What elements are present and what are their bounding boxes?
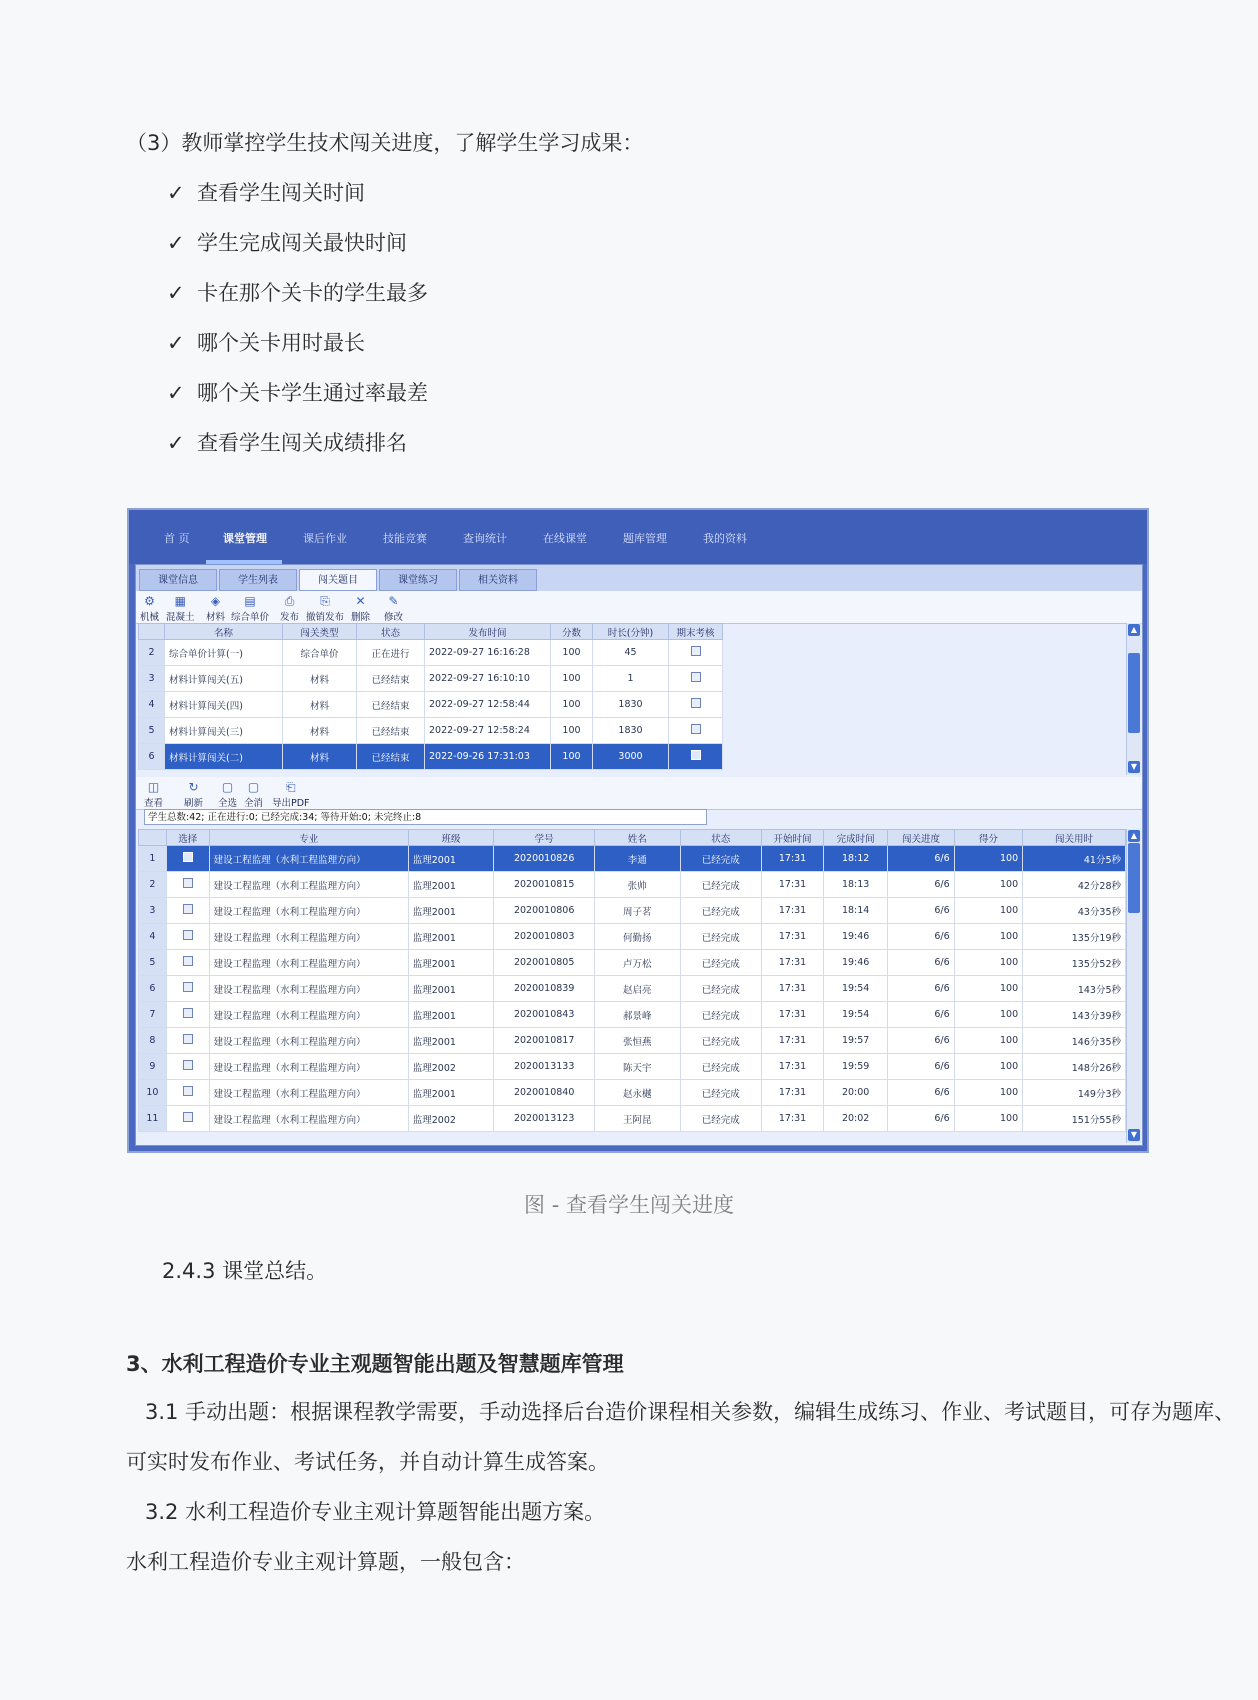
deselect-all-button[interactable]: ▢ 全消 — [244, 780, 264, 809]
status-cell: 已经完成 — [680, 976, 761, 1002]
duration-cell: 135分52秒 — [1023, 950, 1126, 976]
tab-class-exercise[interactable]: 课堂练习 — [379, 569, 457, 591]
class-cell: 监理2001 — [408, 898, 494, 924]
table-row[interactable]: 5 材料计算闯关(三) 材料 已经结束 2022-09-27 12:58:24 100 1830 — [139, 718, 723, 744]
score-cell: 100 — [954, 1106, 1023, 1132]
major-cell: 建设工程监理（水利工程监理方向） — [209, 1002, 408, 1028]
table-row[interactable] — [139, 976, 1126, 1002]
export-pdf-button[interactable]: ⎗ 导出PDF — [272, 780, 310, 809]
edit-icon: ✎ — [388, 594, 399, 608]
class-cell: 监理2002 — [408, 1054, 494, 1080]
table-row[interactable] — [139, 1080, 1126, 1106]
final-exam-checkbox[interactable] — [691, 698, 701, 708]
final-exam-checkbox[interactable] — [691, 750, 701, 760]
checklist-item — [167, 329, 365, 357]
checklist-item — [167, 429, 407, 457]
select-checkbox[interactable] — [183, 956, 193, 966]
class-cell: 监理2001 — [408, 950, 494, 976]
question-table-scrollbar[interactable] — [1126, 623, 1141, 775]
student-progress-table — [138, 829, 1126, 1132]
select-checkbox[interactable] — [183, 1008, 193, 1018]
class-cell: 监理2001 — [408, 924, 494, 950]
row-number: 10 — [139, 1080, 167, 1106]
start-time-cell: 17:31 — [761, 898, 823, 924]
major-cell: 建设工程监理（水利工程监理方向） — [209, 872, 408, 898]
duration-cell: 143分5秒 — [1023, 976, 1126, 1002]
select-checkbox[interactable] — [183, 982, 193, 992]
score-cell: 100 — [954, 1002, 1023, 1028]
scroll-thumb[interactable] — [1128, 653, 1140, 733]
deselect-all-icon: ▢ — [247, 780, 260, 794]
select-checkbox[interactable] — [183, 878, 193, 888]
major-cell: 建设工程监理（水利工程监理方向） — [209, 1054, 408, 1080]
name-cell: 张恒燕 — [595, 1028, 681, 1054]
checklist-item — [167, 179, 365, 207]
paragraph-3-2: 3.2 水利工程造价专业主观计算题智能出题方案。 — [145, 1500, 606, 1524]
table-icon: ▤ — [244, 594, 256, 608]
check-icon: ✓ — [167, 331, 185, 355]
progress-cell: 6/6 — [888, 898, 954, 924]
check-icon: ✓ — [167, 231, 185, 255]
tab-related-materials[interactable]: 相关资料 — [459, 569, 537, 591]
question-table — [138, 623, 723, 770]
student-toolbar — [136, 777, 1142, 810]
refresh-icon: ↻ — [188, 780, 199, 794]
table-row[interactable]: 3 材料计算闯关(五) 材料 已经结束 2022-09-27 16:10:10 100 1 — [139, 666, 723, 692]
class-cell: 监理2001 — [408, 1002, 494, 1028]
material-button[interactable]: ◈ 材料 — [206, 594, 226, 623]
pdf-icon: ⎗ — [285, 780, 296, 794]
row-number: 9 — [139, 1054, 167, 1080]
name-cell: 何勤扬 — [595, 924, 681, 950]
table-row[interactable] — [139, 898, 1126, 924]
student-id-cell: 2020010826 — [494, 846, 595, 872]
student-id-cell: 2020010805 — [494, 950, 595, 976]
table-row[interactable] — [139, 1106, 1126, 1132]
major-cell: 建设工程监理（水利工程监理方向） — [209, 1106, 408, 1132]
delete-icon: ✕ — [355, 594, 366, 608]
check-icon: ✓ — [167, 431, 185, 455]
score-cell: 100 — [954, 872, 1023, 898]
select-all-icon: ▢ — [221, 780, 234, 794]
score-cell: 100 — [954, 1054, 1023, 1080]
progress-cell: 6/6 — [888, 1054, 954, 1080]
start-time-cell: 17:31 — [761, 976, 823, 1002]
check-icon: ✓ — [167, 281, 185, 305]
scroll-thumb[interactable] — [1128, 843, 1140, 913]
checklist-text: 卡在那个关卡的学生最多 — [197, 281, 428, 305]
checklist-text: 哪个关卡用时最长 — [197, 331, 365, 355]
progress-cell: 6/6 — [888, 846, 954, 872]
class-cell: 监理2001 — [408, 872, 494, 898]
class-cell: 监理2002 — [408, 1106, 494, 1132]
status-cell: 已经完成 — [680, 950, 761, 976]
progress-cell: 6/6 — [888, 1080, 954, 1106]
progress-cell: 6/6 — [888, 1028, 954, 1054]
start-time-cell: 17:31 — [761, 1054, 823, 1080]
major-cell: 建设工程监理（水利工程监理方向） — [209, 898, 408, 924]
finish-time-cell: 19:46 — [824, 924, 888, 950]
name-cell: 周子茗 — [595, 898, 681, 924]
score-cell: 100 — [954, 950, 1023, 976]
checklist-item — [167, 279, 428, 307]
delete-button[interactable]: ✕ 删除 — [351, 594, 371, 623]
row-number: 4 — [139, 924, 167, 950]
class-cell: 监理2001 — [408, 846, 494, 872]
table-row[interactable] — [139, 924, 1126, 950]
name-cell: 赵启亮 — [595, 976, 681, 1002]
unit-price-button[interactable]: ▤ 综合单价 — [231, 594, 270, 623]
finish-time-cell: 18:14 — [824, 898, 888, 924]
score-cell: 100 — [954, 976, 1023, 1002]
duration-cell: 146分35秒 — [1023, 1028, 1126, 1054]
scroll-up-icon[interactable]: ▲ — [1128, 624, 1140, 636]
view-icon: ◫ — [147, 780, 160, 794]
question-toolbar — [136, 591, 1142, 624]
duration-cell: 148分26秒 — [1023, 1054, 1126, 1080]
nav-my-profile[interactable]: 我的资料 — [703, 532, 747, 545]
select-checkbox[interactable] — [183, 930, 193, 940]
start-time-cell: 17:31 — [761, 950, 823, 976]
table-row[interactable] — [139, 1028, 1126, 1054]
name-cell: 郝景峰 — [595, 1002, 681, 1028]
mechanical-button[interactable]: ⚙ 机械 — [140, 594, 160, 623]
select-checkbox[interactable] — [183, 1034, 193, 1044]
tab-student-list[interactable]: 学生列表 — [219, 569, 297, 591]
duration-cell: 43分35秒 — [1023, 898, 1126, 924]
duration-cell: 149分3秒 — [1023, 1080, 1126, 1106]
nav-statistics[interactable]: 查询统计 — [463, 532, 507, 545]
finish-time-cell: 19:46 — [824, 950, 888, 976]
row-number: 7 — [139, 1002, 167, 1028]
publish-button[interactable]: ⎙ 发布 — [280, 594, 300, 623]
select-checkbox[interactable] — [183, 904, 193, 914]
student-id-cell: 2020010806 — [494, 898, 595, 924]
status-cell: 已经完成 — [680, 924, 761, 950]
table-row[interactable] — [139, 1054, 1126, 1080]
student-id-cell: 2020013123 — [494, 1106, 595, 1132]
checklist-item — [167, 379, 428, 407]
final-exam-checkbox[interactable] — [691, 724, 701, 734]
status-cell: 已经完成 — [680, 1080, 761, 1106]
nav-class-management[interactable]: 课堂管理 — [223, 532, 267, 545]
table-row[interactable] — [139, 950, 1126, 976]
progress-cell: 6/6 — [888, 872, 954, 898]
student-id-cell: 2020010803 — [494, 924, 595, 950]
app-screenshot — [127, 508, 1149, 1153]
final-exam-checkbox[interactable] — [691, 672, 701, 682]
status-cell: 已经完成 — [680, 846, 761, 872]
name-cell: 卢万松 — [595, 950, 681, 976]
select-checkbox[interactable] — [183, 1112, 193, 1122]
student-id-cell: 2020010843 — [494, 1002, 595, 1028]
score-cell: 100 — [954, 924, 1023, 950]
student-id-cell: 2020010817 — [494, 1028, 595, 1054]
status-cell: 已经完成 — [680, 872, 761, 898]
scroll-down-icon[interactable]: ▼ — [1128, 1129, 1140, 1141]
scroll-down-icon[interactable]: ▼ — [1128, 761, 1140, 773]
nav-competition[interactable]: 技能竞赛 — [383, 532, 427, 545]
intro-text: （3）教师掌控学生技术闯关进度，了解学生学习成果： — [126, 131, 644, 155]
checklist-text: 查看学生闯关成绩排名 — [197, 431, 407, 455]
name-cell: 陈天宇 — [595, 1054, 681, 1080]
name-cell: 赵永樾 — [595, 1080, 681, 1106]
paragraph-last: 水利工程造价专业主观计算题，一般包含： — [126, 1550, 525, 1574]
student-id-cell: 2020010840 — [494, 1080, 595, 1106]
material-icon: ◈ — [210, 594, 221, 608]
duration-cell: 151分55秒 — [1023, 1106, 1126, 1132]
nav-question-bank[interactable]: 题库管理 — [623, 532, 667, 545]
student-id-cell: 2020010839 — [494, 976, 595, 1002]
finish-time-cell: 19:54 — [824, 976, 888, 1002]
major-cell: 建设工程监理（水利工程监理方向） — [209, 950, 408, 976]
progress-cell: 6/6 — [888, 950, 954, 976]
checklist-text: 哪个关卡学生通过率最差 — [197, 381, 428, 405]
top-nav — [129, 510, 1147, 564]
checklist-text: 学生完成闯关最快时间 — [197, 231, 407, 255]
concrete-button[interactable]: ▦ 混凝土 — [166, 594, 195, 623]
checklist-text: 查看学生闯关时间 — [197, 181, 365, 205]
score-cell: 100 — [954, 846, 1023, 872]
status-cell: 已经完成 — [680, 898, 761, 924]
finish-time-cell: 20:00 — [824, 1080, 888, 1106]
unpublish-icon: ⎘ — [320, 594, 330, 608]
major-cell: 建设工程监理（水利工程监理方向） — [209, 976, 408, 1002]
refresh-button[interactable]: ↻ 刷新 — [184, 780, 204, 809]
machine-icon: ⚙ — [144, 594, 155, 608]
scroll-up-icon[interactable]: ▲ — [1128, 830, 1140, 842]
table-header: 名称 闯关类型 状态 发布时间 分数 时长(分钟) 期末考核 — [139, 624, 723, 640]
progress-cell: 6/6 — [888, 1002, 954, 1028]
finish-time-cell: 19:54 — [824, 1002, 888, 1028]
status-cell: 已经完成 — [680, 1002, 761, 1028]
final-exam-checkbox[interactable] — [691, 646, 701, 656]
status-cell: 已经完成 — [680, 1028, 761, 1054]
score-cell: 100 — [954, 1028, 1023, 1054]
row-number: 2 — [139, 872, 167, 898]
status-cell: 已经完成 — [680, 1054, 761, 1080]
paragraph-3-1-line2: 可实时发布作业、考试任务，并自动计算生成答案。 — [126, 1450, 609, 1474]
sub-tabs — [136, 565, 1142, 591]
check-icon: ✓ — [167, 381, 185, 405]
progress-cell: 6/6 — [888, 976, 954, 1002]
select-checkbox[interactable] — [183, 852, 193, 862]
duration-cell: 135分19秒 — [1023, 924, 1126, 950]
tab-challenge-questions[interactable]: 闯关题目 — [299, 569, 377, 591]
table-row[interactable]: 2 综合单价计算(一) 综合单价 正在进行 2022-09-27 16:16:28 100 45 — [139, 640, 723, 666]
row-number: 5 — [139, 950, 167, 976]
major-cell: 建设工程监理（水利工程监理方向） — [209, 1080, 408, 1106]
row-number: 6 — [139, 976, 167, 1002]
major-cell: 建设工程监理（水利工程监理方向） — [209, 924, 408, 950]
start-time-cell: 17:31 — [761, 1106, 823, 1132]
finish-time-cell: 18:12 — [824, 846, 888, 872]
paragraph-3-1-line1: 3.1 手动出题：根据课程教学需要，手动选择后台造价课程相关参数，编辑生成练习、作业、考试题目，可存为题库、 — [145, 1400, 1236, 1424]
class-cell: 监理2001 — [408, 1080, 494, 1106]
unpublish-button[interactable]: ⎘ 撤销发布 — [306, 594, 345, 623]
start-time-cell: 17:31 — [761, 872, 823, 898]
section-2-4-3: 2.4.3 课堂总结。 — [162, 1259, 328, 1283]
major-cell: 建设工程监理（水利工程监理方向） — [209, 1028, 408, 1054]
content-panel — [135, 564, 1143, 1146]
score-cell: 100 — [954, 1080, 1023, 1106]
row-number: 1 — [139, 846, 167, 872]
section-3-heading: 3、水利工程造价专业主观题智能出题及智慧题库管理 — [126, 1352, 624, 1376]
finish-time-cell: 19:59 — [824, 1054, 888, 1080]
student-id-cell: 2020013133 — [494, 1054, 595, 1080]
row-number: 3 — [139, 898, 167, 924]
student-table-scrollbar[interactable] — [1126, 829, 1141, 1143]
table-row[interactable] — [139, 1002, 1126, 1028]
finish-time-cell: 18:13 — [824, 872, 888, 898]
duration-cell: 42分28秒 — [1023, 872, 1126, 898]
table-row-selected[interactable] — [139, 846, 1126, 872]
select-all-button[interactable]: ▢ 全选 — [218, 780, 238, 809]
table-row-selected[interactable]: 6 材料计算闯关(二) 材料 已经结束 2022-09-26 17:31:03 100 3000 — [139, 744, 723, 770]
table-row[interactable]: 4 材料计算闯关(四) 材料 已经结束 2022-09-27 12:58:44 100 1830 — [139, 692, 723, 718]
progress-cell: 6/6 — [888, 924, 954, 950]
name-cell: 张帅 — [595, 872, 681, 898]
select-checkbox[interactable] — [183, 1086, 193, 1096]
table-header: 选择 专业 班级 学号 姓名 状态 开始时间 完成时间 闯关进度 得分 闯关用时 — [139, 830, 1126, 846]
table-row[interactable] — [139, 872, 1126, 898]
duration-cell: 143分39秒 — [1023, 1002, 1126, 1028]
student-summary: 学生总数:42; 正在进行:0; 已经完成:34; 等待开始:0; 未完终止:8 — [144, 809, 707, 825]
row-number: 11 — [139, 1106, 167, 1132]
class-cell: 监理2001 — [408, 1028, 494, 1054]
edit-button[interactable]: ✎ 修改 — [384, 594, 404, 623]
start-time-cell: 17:31 — [761, 924, 823, 950]
nav-homework[interactable]: 课后作业 — [303, 532, 347, 545]
concrete-icon: ▦ — [174, 594, 186, 608]
status-cell: 已经完成 — [680, 1106, 761, 1132]
start-time-cell: 17:31 — [761, 1028, 823, 1054]
progress-cell: 6/6 — [888, 1106, 954, 1132]
score-cell: 100 — [954, 898, 1023, 924]
duration-cell: 41分5秒 — [1023, 846, 1126, 872]
view-button[interactable]: ◫ 查看 — [144, 780, 164, 809]
start-time-cell: 17:31 — [761, 1002, 823, 1028]
name-cell: 王阿昆 — [595, 1106, 681, 1132]
finish-time-cell: 20:02 — [824, 1106, 888, 1132]
nav-online-class[interactable]: 在线课堂 — [543, 532, 587, 545]
start-time-cell: 17:31 — [761, 846, 823, 872]
class-cell: 监理2001 — [408, 976, 494, 1002]
publish-icon: ⎙ — [284, 594, 295, 608]
figure-caption: 图 - 查看学生闯关进度 — [524, 1193, 734, 1217]
finish-time-cell: 19:57 — [824, 1028, 888, 1054]
major-cell: 建设工程监理（水利工程监理方向） — [209, 846, 408, 872]
check-icon: ✓ — [167, 181, 185, 205]
select-checkbox[interactable] — [183, 1060, 193, 1070]
start-time-cell: 17:31 — [761, 1080, 823, 1106]
row-number: 8 — [139, 1028, 167, 1054]
nav-home[interactable]: 首 页 — [164, 532, 190, 545]
tab-class-info[interactable]: 课堂信息 — [139, 569, 217, 591]
student-id-cell: 2020010815 — [494, 872, 595, 898]
checklist-item — [167, 229, 407, 257]
name-cell: 李通 — [595, 846, 681, 872]
